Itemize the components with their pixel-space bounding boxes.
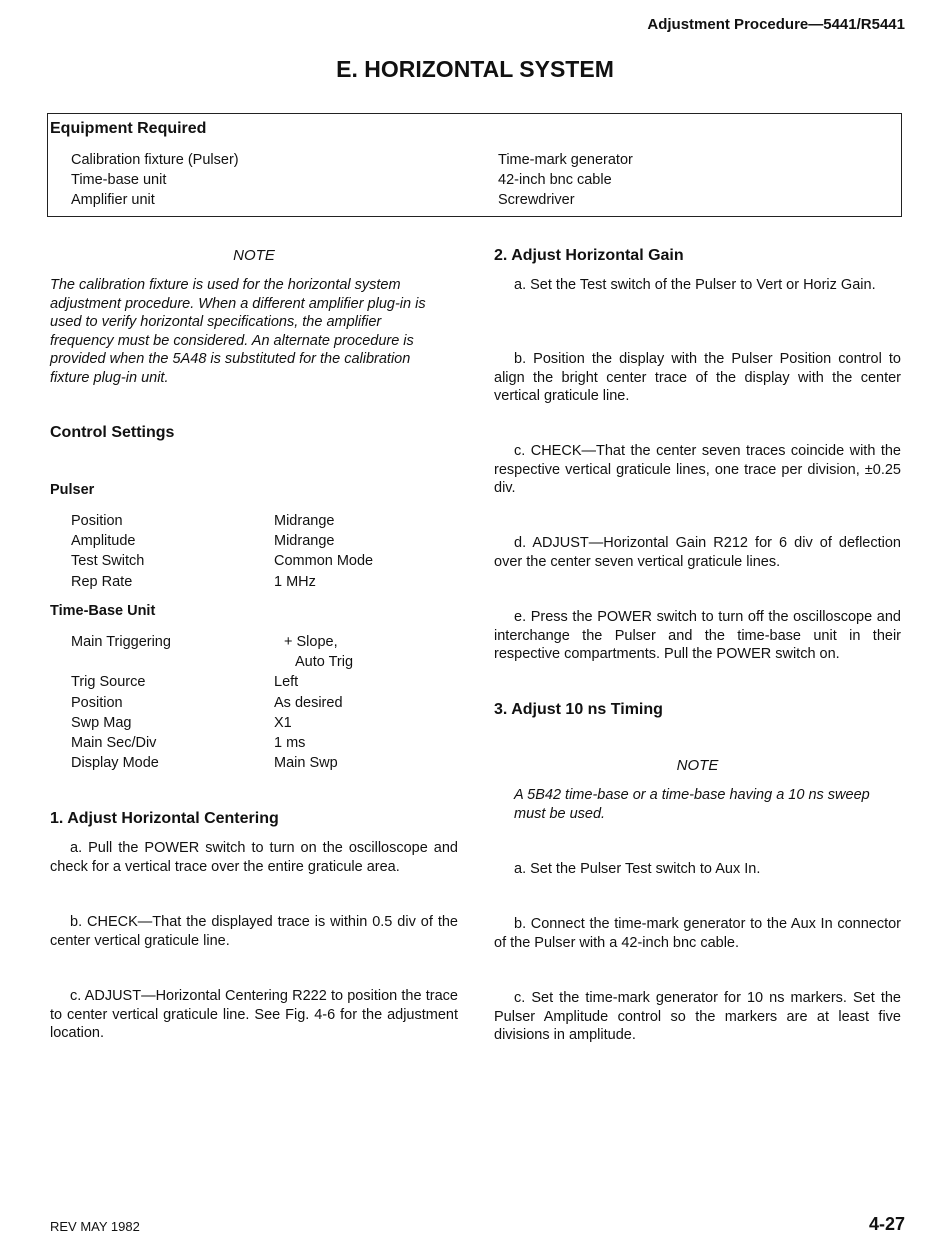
step-2-a: a. Set the Test switch of the Pulser to Vert or Horiz Gain. — [514, 277, 876, 293]
step-3-title: 3. Adjust 10 ns Timing — [494, 701, 663, 718]
equipment-list-right — [498, 150, 633, 210]
note-text: A 5B42 time-base or a time-base having a 10 ns sweep must be used. — [514, 787, 870, 822]
setting-value: Left — [274, 674, 299, 691]
equipment-item: Time-base unit — [71, 172, 167, 188]
setting-key: Trig Source — [71, 674, 146, 691]
section-title: E. HORIZONTAL SYSTEM — [336, 56, 614, 82]
setting-key: Amplitude — [71, 533, 136, 550]
equipment-title: Equipment Required — [50, 120, 207, 137]
setting-row — [71, 511, 431, 531]
time-base-settings — [71, 632, 431, 773]
step-3-a: a. Set the Pulser Test switch to Aux In. — [514, 861, 761, 877]
setting-row — [71, 551, 431, 571]
running-header: Adjustment Procedure—5441/R5441 — [647, 16, 905, 33]
step-3-b: b. Connect the time-mark generator to the Aux In connector of the Pulser with a 42-inch bnc cable. — [494, 916, 901, 951]
setting-value: Common Mode — [274, 553, 374, 570]
setting-key: Test Switch — [71, 553, 145, 570]
setting-row — [71, 531, 431, 551]
setting-key: Position — [71, 694, 123, 711]
setting-value: Midrange — [274, 533, 335, 550]
setting-value: X1 — [274, 714, 292, 731]
step-2-d: d. ADJUST—Horizontal Gain R212 for 6 div of deflection over the center seven vertical graticule lines. — [494, 535, 901, 570]
step-1-a: a. Pull the POWER switch to turn on the oscilloscope and check for a vertical trace over the entire graticule area. — [50, 840, 458, 875]
page-number: 4-27 — [868, 1214, 905, 1234]
setting-row — [71, 672, 431, 692]
step-1-b: b. CHECK—That the displayed trace is within 0.5 div of the center vertical graticule line. — [50, 914, 458, 949]
setting-value: As desired — [274, 694, 343, 711]
setting-key: Swp Mag — [71, 714, 132, 731]
setting-key: Position — [71, 513, 123, 529]
setting-row — [71, 632, 431, 652]
equipment-item: Amplifier unit — [71, 192, 155, 208]
equipment-item: 42-inch bnc cable — [498, 172, 612, 188]
step-2-b: b. Position the display with the Pulser Position control to align the bright center trace of the display with the center vertical graticule line. — [494, 351, 901, 404]
setting-value: + Slope, — [284, 634, 338, 650]
setting-row — [71, 693, 431, 713]
step-2-e: e. Press the POWER switch to turn off the oscilloscope and interchange the Pulser and the time-base unit in their respective compartments. Pull the POWER switch on. — [494, 609, 901, 662]
step-3-c: c. Set the time-mark generator for 10 ns markers. Set the Pulser Amplitude control so the markers are at least five divisions in amplitude. — [494, 990, 901, 1043]
setting-row — [71, 572, 431, 592]
setting-value: 1 MHz — [274, 573, 316, 590]
note-title: NOTE — [676, 757, 719, 774]
step-2-c: c. CHECK—That the center seven traces coincide with the respective vertical graticule lines, one trace per division, ±0.25 div. — [494, 443, 901, 496]
setting-key: Main Triggering — [71, 634, 171, 650]
setting-value: Midrange — [274, 513, 335, 529]
step-2-title: 2. Adjust Horizontal Gain — [494, 247, 684, 264]
pulser-settings — [71, 511, 431, 592]
revision-date: REV MAY 1982 — [50, 1219, 140, 1234]
setting-key: Display Mode — [71, 755, 159, 772]
equipment-item: Calibration fixture (Pulser) — [71, 152, 239, 168]
setting-row — [71, 733, 431, 753]
note-title: NOTE — [233, 247, 275, 264]
equipment-list-left — [71, 150, 239, 210]
time-base-title: Time-Base Unit — [50, 603, 156, 619]
equipment-item: Screwdriver — [498, 192, 575, 208]
equipment-item: Time-mark generator — [498, 152, 633, 168]
setting-key: Rep Rate — [71, 573, 133, 590]
setting-value: Auto Trig — [295, 654, 354, 671]
note-text: The calibration fixture is used for the horizontal system adjustment procedure. When a different amplifier plug-in is used to verify horizontal specifications, the amplifier frequency must be considered. An alternate procedure is provided when the 5A48 is substituted for the calibration fixture plug-in unit. — [50, 277, 426, 386]
step-1-c: c. ADJUST—Horizontal Centering R222 to position the trace to center vertical graticule line. See Fig. 4-6 for the adjustment location. — [50, 988, 458, 1041]
setting-value: Main Swp — [274, 755, 338, 772]
setting-row — [71, 753, 431, 773]
setting-key: Main Sec/Div — [71, 734, 157, 751]
setting-row — [71, 652, 431, 672]
pulser-title: Pulser — [50, 482, 95, 498]
control-settings-title: Control Settings — [50, 424, 175, 441]
setting-row — [71, 713, 431, 733]
setting-value: 1 ms — [274, 734, 306, 751]
step-1-title: 1. Adjust Horizontal Centering — [50, 810, 279, 827]
